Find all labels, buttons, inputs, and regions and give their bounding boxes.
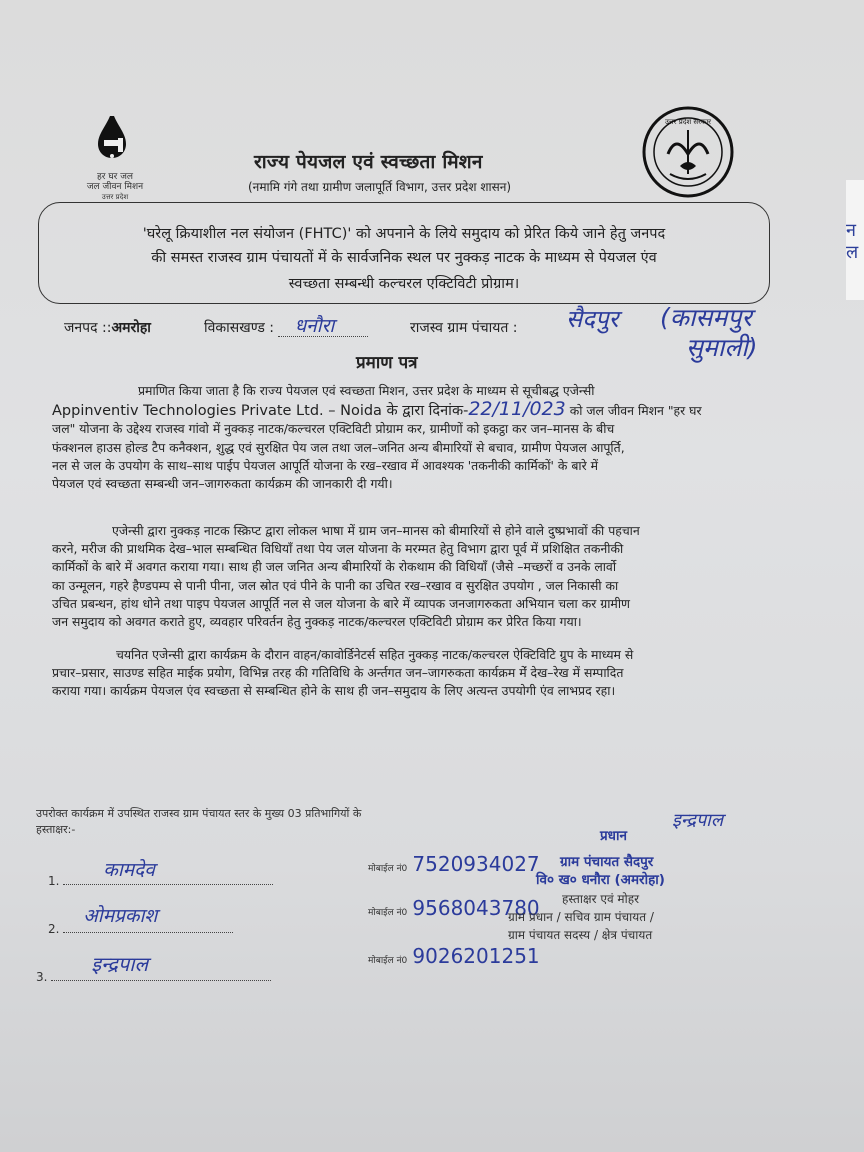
signature-row-3: [36, 952, 271, 984]
para-line: जन समुदाय को अवगत कराते हुए, व्यवहार परिवर्तन हेतु नुक्कड़ नाटक/कल्चरल एक्टिविटी प्रोग्राम कर प्रेरित किया गया।: [52, 614, 582, 630]
para-line: प्रमाणित किया जाता है कि राज्य पेयजल एवं स्वच्छता मिशन, उत्तर प्रदेश के माध्यम से सूचीबद्ध एजेन्सी: [138, 383, 595, 398]
stamp-block: वि० ख० धनौरा (अमरोहा): [536, 872, 665, 888]
logo-caption: हर घर जल: [97, 172, 133, 182]
participants-intro-2: हस्ताक्षर:-: [36, 823, 76, 836]
panchayat-label: राजस्व ग्राम पंचायत :: [410, 320, 518, 336]
mobile-label: मोबाईल नं0: [368, 908, 408, 918]
district-label: जनपद ::: [64, 320, 112, 336]
participant-signature-3: इन्द्रपाल: [91, 952, 149, 976]
para-line: करने, मरीज की प्राथमिक देख–भाल सम्बन्धित विधियाँ तथा पेय जल योजना के मरम्मत हेतु विभाग द्वारा पूर्व में प्रशिक्षित तकनीकी: [52, 541, 624, 557]
participants-intro: उपरोक्त कार्यक्रम में उपस्थित राजस्व ग्राम पंचायत स्तर के मुख्य 03 प्रतिभागियों के: [36, 807, 362, 820]
stamp-gram-panchayat: ग्राम पंचायत सैदपुर: [560, 854, 654, 870]
district-value: अमरोहा: [111, 320, 151, 336]
certificate-heading: प्रमाण पत्र: [356, 353, 418, 373]
para-line: फंक्शनल हाउस होल्ड टैप कनैक्शन, शुद्ध एवं सुरक्षित पेय जल तथा जल–जनित अन्य बीमारियों से बचाव, ग्रामीण पेयजल आपूर्ति,: [52, 439, 625, 455]
participant-signature-1: कामदेव: [103, 859, 155, 881]
sign-label-1: हस्ताक्षर एवं मोहर: [562, 892, 640, 906]
row-number: 1.: [48, 874, 60, 888]
para-line: पेयजल एवं स्वच्छता सम्बन्धी जन–जागरुकता कार्यक्रम की जानकारी दी गयी।: [52, 476, 393, 492]
district-field: [64, 318, 151, 337]
page-title: राज्य पेयजल एवं स्वच्छता मिशन: [254, 151, 483, 173]
para-line: कराया गया। कार्यक्रम पेयजल एंव स्वच्छता से सम्बन्धित होने के साथ ही जन–समुदाय के लिए अत्यन्त उपयोगी एंव लाभप्रद रहा।: [52, 683, 616, 699]
signature-row-2: [48, 905, 233, 936]
sign-label-3: ग्राम पंचायत सदस्य / क्षेत्र पंचायत: [508, 928, 653, 942]
mobile-label: मोबाईल नं0: [368, 956, 408, 966]
block-field: [204, 315, 368, 337]
sign-label-2: ग्राम प्रधान / सचिव ग्राम पंचायत /: [508, 910, 654, 924]
para-line: नल से जल के उपयोग के साथ–साथ पाईप पेयजल आपूर्ति योजना के रख–रखाव में आवश्यक 'तकनीकी कार्मिकों' के बारे में: [52, 457, 599, 473]
panchayat-handwritten-3: सुमाली): [686, 333, 758, 362]
paragraph-1: [52, 382, 764, 493]
adjacent-page-edge: [846, 180, 864, 300]
mobile-number-2: 9568043780: [412, 896, 540, 920]
signature-line: [63, 905, 233, 933]
para-line: जल" योजना के उद्देश्य राजस्व गांवो में नुक्कड़ नाटक/कल्चरल एक्टिविटी प्रोग्राम कर, ग्रामीणों को इकट्ठा कर जन–मानस के बीच: [52, 421, 615, 437]
pradhan-signature: इन्द्रपाल: [672, 810, 724, 831]
program-description-box: [38, 202, 770, 304]
block-handwritten: धनौरा: [294, 315, 335, 337]
jal-jeevan-mission-logo: [68, 112, 158, 212]
panchayat-field: [410, 318, 518, 337]
participant-signature-2: ओमप्रकाश: [83, 905, 158, 927]
logo-caption: उत्तर प्रदेश: [101, 193, 129, 201]
block-label: विकासखण्ड :: [204, 320, 275, 336]
page-subtitle: (नमामि गंगे तथा ग्रामीण जलापूर्ति विभाग, उत्तर प्रदेश शासन): [248, 180, 512, 194]
para-line: प्रचार–प्रसार, साउण्ड सहित माईक प्रयोग, विभिन्न तरह की गतिविधि के अर्न्तगत जन–जागरुकता कार्यक्रम मेंं देख–रेख में सम्पादित: [52, 665, 624, 681]
box-line-2: की समस्त राजस्व ग्राम पंचायतों में के सार्वजनिक स्थल पर नुक्कड़ नाटक के माध्यम से पेयजल एंव: [151, 250, 657, 266]
para-line: चयनित एजेन्सी द्वारा कार्यक्रम के दौरान वाहन/कावोर्डिनेटर्स सहित नुक्कड़ नाटक/कल्चरल ऐक्टिविटि ग्रुप के माध्यम से: [116, 647, 634, 662]
paragraph-3: [52, 646, 764, 701]
box-line-3: स्वच्छता सम्बन्धी कल्चरल एक्टिविटी प्रोग्राम।: [288, 276, 520, 292]
mobile-number-3: 9026201251: [412, 944, 540, 968]
signature-line: [63, 859, 273, 885]
water-drop-tap-icon: [68, 112, 158, 174]
mobile-row-3: [368, 944, 540, 968]
para-line: का उन्मूलन, गहरे हैण्डपम्प से पानी पीना, जल स्रोत एवं पीने के पानी का उचित रख–रखाव व सुरक्षित उपयोग , जल निकासी का: [52, 577, 619, 593]
mobile-row-1: [368, 852, 540, 876]
block-fill: [278, 315, 368, 337]
paragraph-2: [52, 522, 764, 631]
date-handwritten: 22/11/023: [468, 398, 566, 421]
signature-line: [51, 952, 271, 981]
para-line: [52, 400, 764, 420]
mobile-label: मोबाईल नं0: [368, 864, 408, 874]
panchayat-handwritten-2: (कासमपुर: [660, 303, 752, 332]
up-government-seal: [640, 104, 736, 200]
seal-text: उत्तर प्रदेश सरकार: [664, 118, 712, 126]
edge-text: न: [846, 220, 856, 241]
logo-caption: जल जीवन मिशन: [86, 182, 144, 192]
edge-text: ल: [846, 242, 859, 263]
row-number: 3.: [36, 970, 48, 984]
stamp-pradhan: प्रधान: [600, 828, 627, 844]
box-line-1: 'घरेलू क्रियाशील नल संयोजन (FHTC)' को अपनाने के लिये समुदाय को प्रेरित किये जाने हेतु जनपद: [142, 226, 666, 242]
para-line: कार्मिकों के बारे में अवगत कराया गया। साथ ही जल जनित अन्य बीमारियों के रोकथाम की विधियाँ (जैसे –मच्छरों व उनके लार्वो: [52, 559, 617, 575]
mobile-number-1: 7520934027: [412, 852, 540, 876]
row-number: 2.: [48, 922, 60, 936]
para-line: एजेन्सी द्वारा नुक्कड़ नाटक स्क्रिप्ट द्वारा लोकल भाषा में ग्राम जन–मानस को बीमारियों से होने वाले दुष्प्रभावों की पहचान: [112, 523, 640, 538]
para-line: उचित प्रबन्धन, हांथ धोने तथा पाइप पेयजल आपूर्ति नल से जल योजना के बारे में व्यापक जनजागरुकता अभियान चला कर ग्रामीण: [52, 595, 630, 611]
panchayat-handwritten: सैदपुर: [566, 305, 619, 333]
signature-row-1: [48, 859, 273, 888]
agency-name: Appinventiv Technologies Private Ltd. – Noida के द्वारा दिनांक-: [52, 403, 469, 420]
para-text: को जल जीवन मिशन "हर घर: [569, 403, 702, 419]
